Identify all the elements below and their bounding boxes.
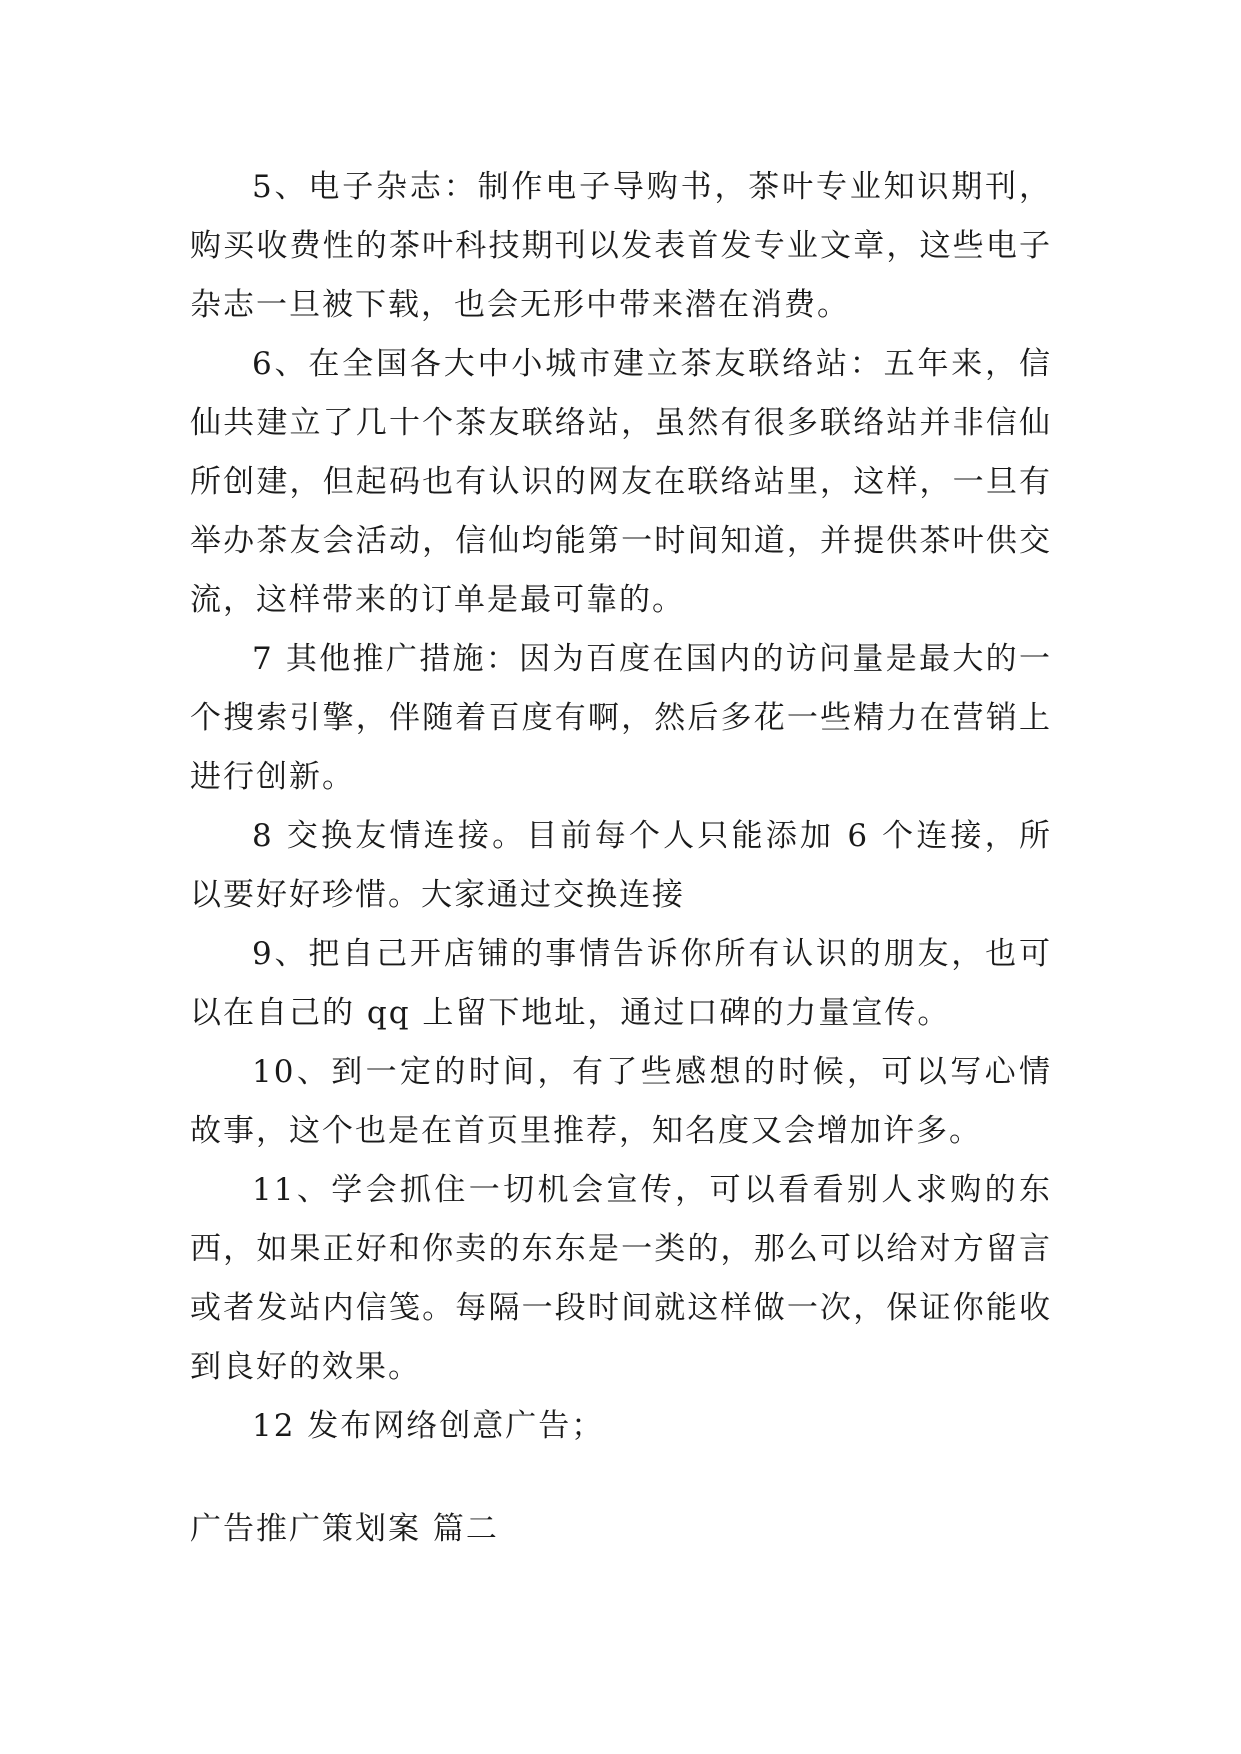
section-heading: 广告推广策划案 篇二 <box>190 1511 499 1547</box>
paragraph-item-9: 9、把自己开店铺的事情告诉你所有认识的朋友，也可以在自己的 qq 上留下地址，通过口碑的力量宣传。 <box>190 936 1052 1031</box>
paragraph-item-6: 6、在全国各大中小城市建立茶友联络站：五年来，信仙共建立了几十个茶友联络站，虽然有很多联络站并非信仙所创建，但起码也有认识的网友在联络站里，这样，一旦有举办茶友会活动，信仙均能第一时间知道，并提供茶叶供交流，这样带来的订单是最可靠的。 <box>190 346 1052 618</box>
document-body <box>190 158 1052 1456</box>
paragraph-item-5: 5、电子杂志：制作电子导购书，茶叶专业知识期刊，购买收费性的茶叶科技期刊以发表首发专业文章，这些电子杂志一旦被下载，也会无形中带来潜在消费。 <box>190 169 1052 323</box>
paragraph-item-10: 10、到一定的时间，有了些感想的时候，可以写心情故事，这个也是在首页里推荐，知名度又会增加许多。 <box>190 1054 1052 1149</box>
paragraph-item-12: 12 发布网络创意广告； <box>252 1408 605 1444</box>
paragraph-item-8: 8 交换友情连接。目前每个人只能添加 6 个连接，所以要好好珍惜。大家通过交换连接 <box>190 818 1052 913</box>
paragraph-item-7: 7 其他推广措施：因为百度在国内的访问量是最大的一个搜索引擎，伴随着百度有啊，然后多花一些精力在营销上进行创新。 <box>190 641 1052 795</box>
paragraph-item-11: 11、学会抓住一切机会宣传，可以看看别人求购的东西，如果正好和你卖的东东是一类的，那么可以给对方留言或者发站内信笺。每隔一段时间就这样做一次，保证你能收到良好的效果。 <box>190 1172 1052 1385</box>
